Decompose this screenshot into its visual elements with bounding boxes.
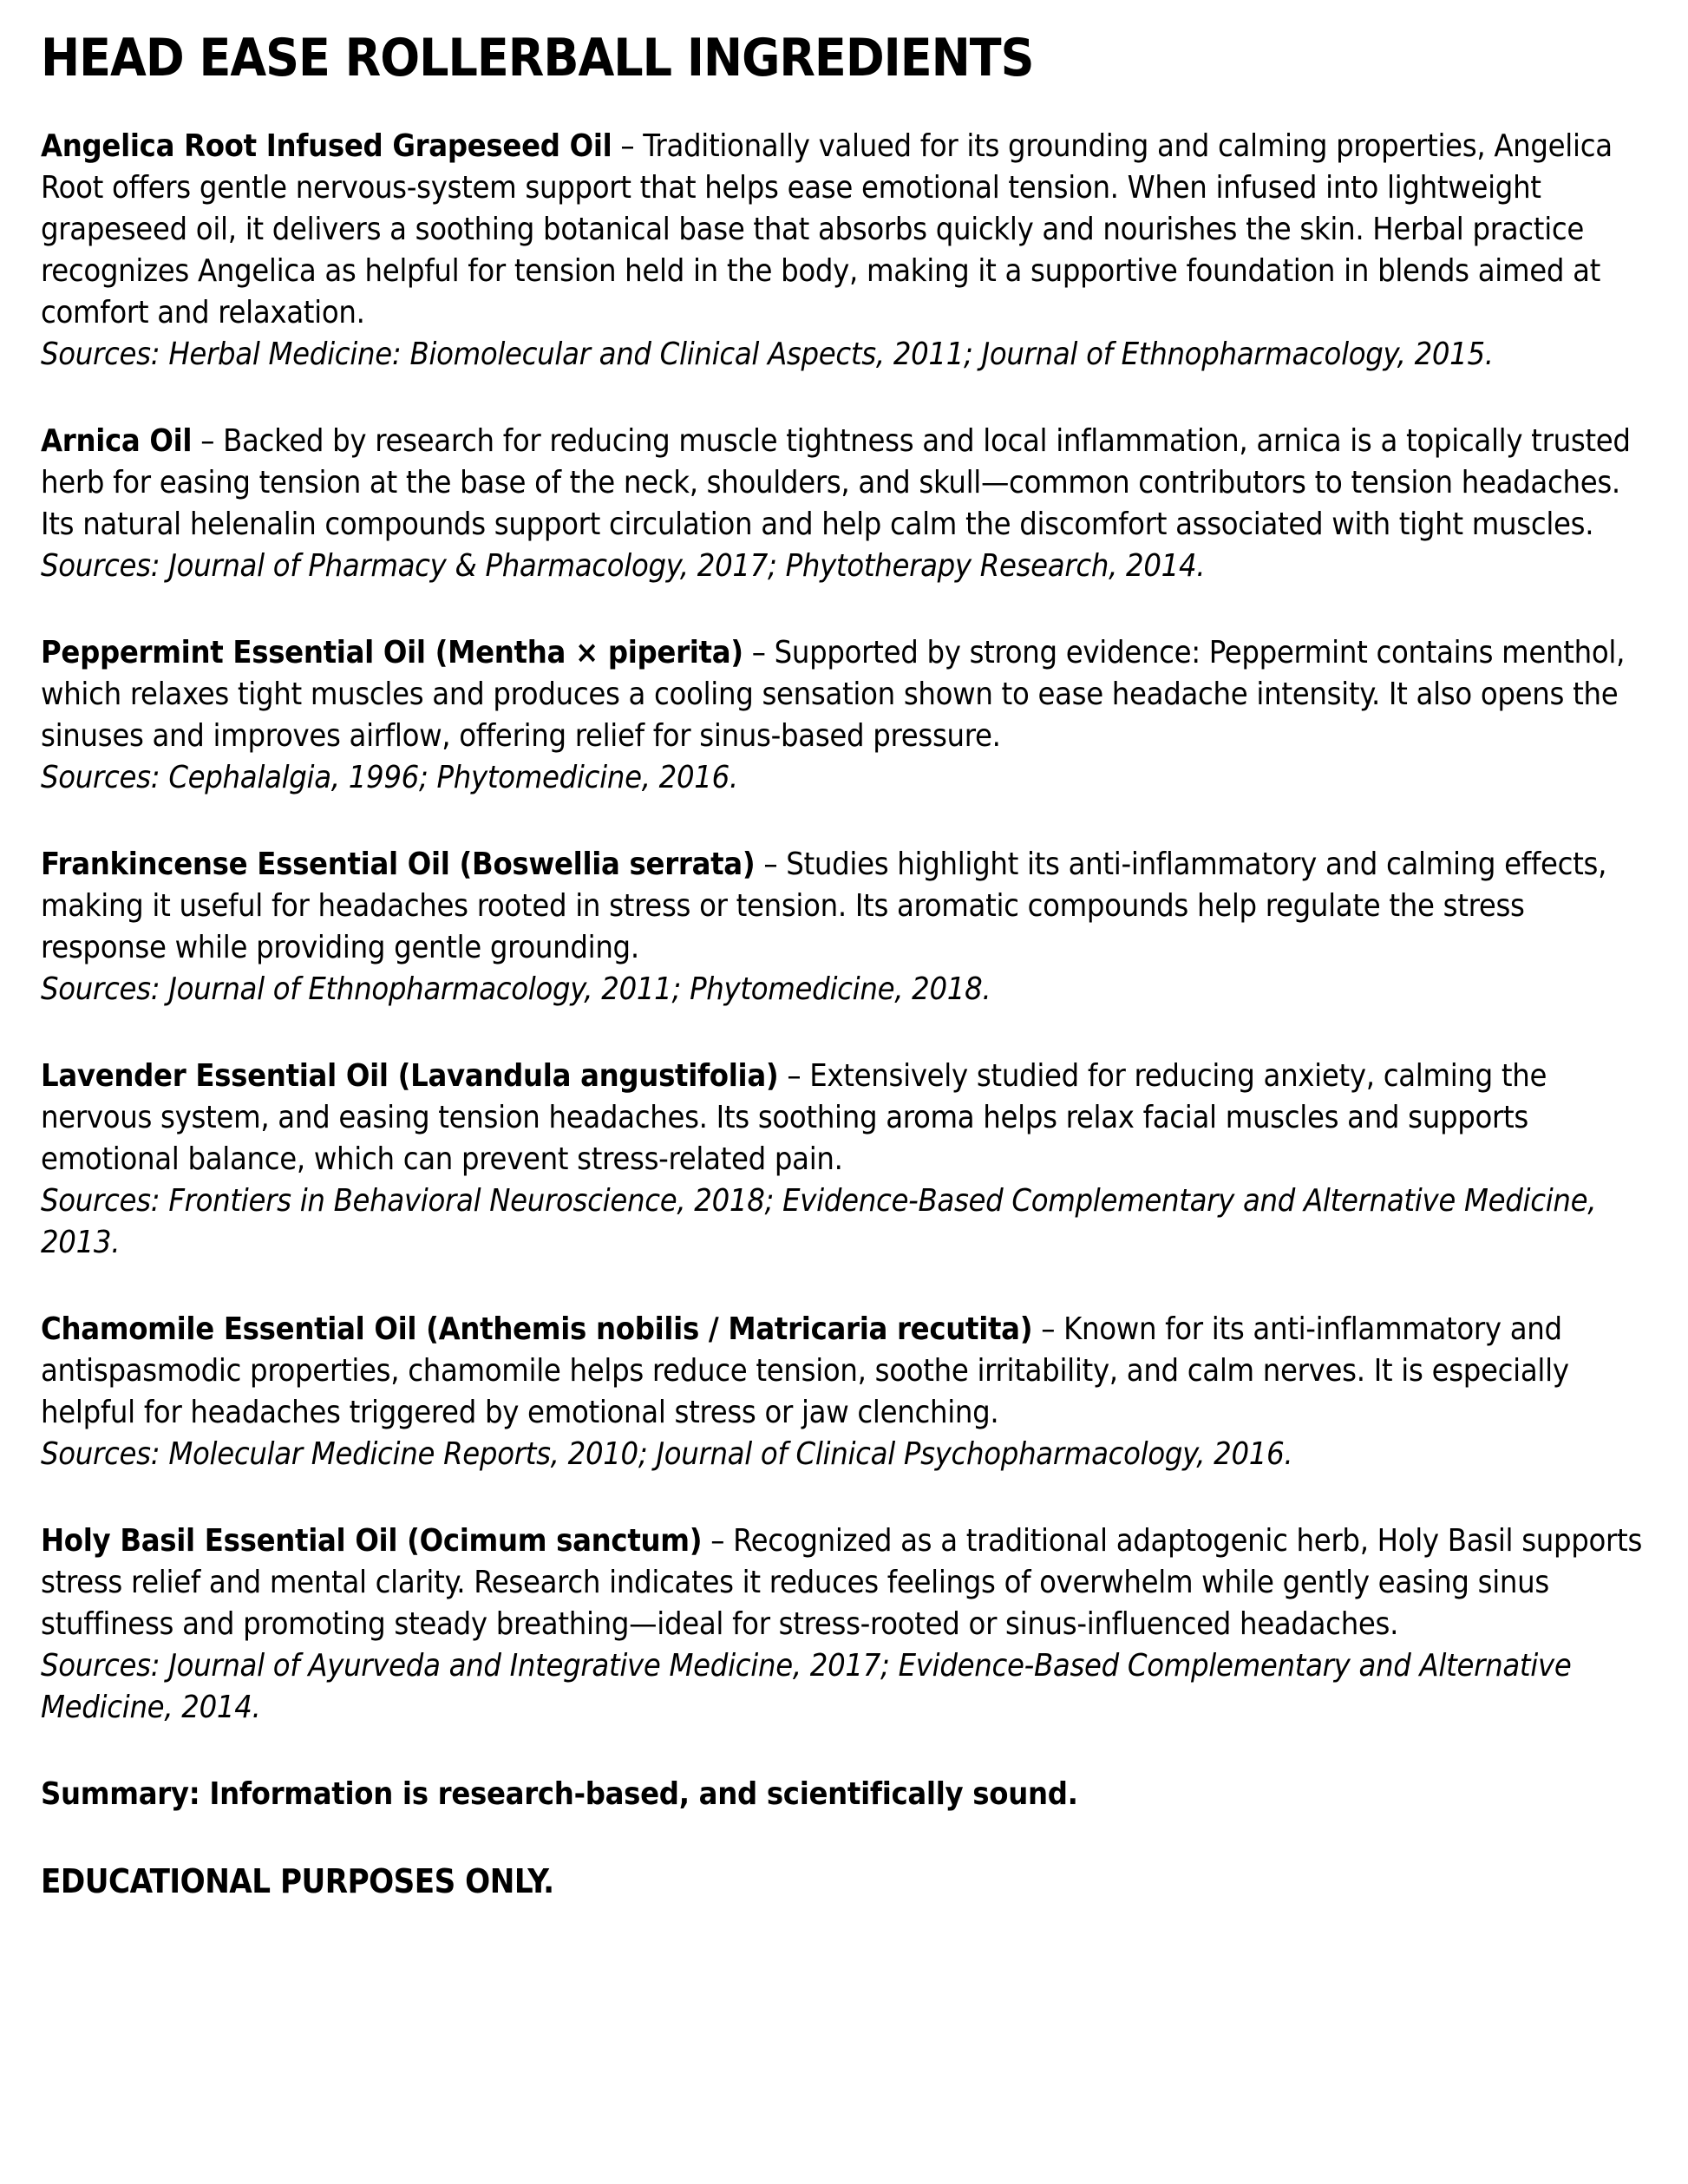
ingredient-sources: Sources: Molecular Medicine Reports, 2010; Journal of Clinical Psychopharmacology, 2016. <box>41 1436 1293 1472</box>
ingredient-section-arnica-oil <box>41 421 1648 587</box>
ingredient-name: Chamomile Essential Oil (Anthemis nobilis / Matricaria recutita) <box>41 1311 1033 1347</box>
ingredient-paragraph <box>41 1309 1648 1434</box>
ingredient-name: Angelica Root Infused Grapeseed Oil <box>41 128 612 164</box>
ingredient-section-holy-basil <box>41 1520 1648 1729</box>
ingredient-name: Holy Basil Essential Oil (Ocimum sanctum) <box>41 1523 703 1559</box>
ingredient-sources: Sources: Journal of Pharmacy & Pharmacology, 2017; Phytotherapy Research, 2014. <box>41 548 1206 584</box>
ingredient-name: Peppermint Essential Oil (Mentha × piperita) <box>41 635 743 670</box>
ingredient-section-lavender <box>41 1056 1648 1264</box>
ingredient-description: – Studies highlight its anti-inflammatory and calming effects, making it useful for headaches rooted in stress or tension. Its aromatic compounds help regulate the stress response while providing gentle grounding. <box>41 847 1607 965</box>
ingredient-section-peppermint <box>41 632 1648 799</box>
ingredient-section-frankincense <box>41 844 1648 1010</box>
summary-line: Summary: Information is research-based, and scientifically sound. <box>41 1776 1078 1812</box>
ingredient-section-angelica-root <box>41 126 1648 376</box>
ingredient-sources: Sources: Herbal Medicine: Biomolecular and Clinical Aspects, 2011; Journal of Ethnopharmacology, 2015. <box>41 337 1494 372</box>
ingredient-paragraph <box>41 844 1648 969</box>
ingredient-name: Arnica Oil <box>41 423 193 459</box>
ingredient-sources: Sources: Frontiers in Behavioral Neuroscience, 2018; Evidence-Based Complementary and Alternative Medicine, 2013. <box>41 1183 1597 1260</box>
ingredient-description: – Supported by strong evidence: Peppermint contains menthol, which relaxes tight muscles and produces a cooling sensation shown to ease headache intensity. It also opens the sinuses and improves airflow, offering relief for sinus-based pressure. <box>41 635 1626 754</box>
ingredient-description: – Known for its anti-inflammatory and antispasmodic properties, chamomile helps reduce tension, soothe irritability, and calm nerves. It is especially helpful for headaches triggered by emotional stress or jaw clenching. <box>41 1311 1569 1430</box>
ingredient-name: Frankincense Essential Oil (Boswellia serrata) <box>41 847 756 882</box>
disclaimer-line: EDUCATIONAL PURPOSES ONLY. <box>41 1862 554 1900</box>
page-title: HEAD EASE ROLLERBALL INGREDIENTS <box>41 28 1034 88</box>
ingredient-section-chamomile <box>41 1309 1648 1475</box>
ingredient-name: Lavender Essential Oil (Lavandula angustifolia) <box>41 1058 779 1094</box>
ingredient-sources: Sources: Journal of Ethnopharmacology, 2011; Phytomedicine, 2018. <box>41 971 991 1007</box>
ingredient-paragraph <box>41 421 1648 546</box>
ingredient-paragraph <box>41 1520 1648 1645</box>
ingredient-paragraph <box>41 632 1648 757</box>
ingredient-description: – Backed by research for reducing muscle tightness and local inflammation, arnica is a topically trusted herb for easing tension at the base of the neck, shoulders, and skull—common contributors to tension headaches. Its natural helenalin compounds support circulation and help calm the discomfort associated with tight muscles. <box>41 423 1631 542</box>
ingredient-paragraph <box>41 1056 1648 1180</box>
ingredient-description: – Extensively studied for reducing anxiety, calming the nervous system, and easing tension headaches. Its soothing aroma helps relax facial muscles and supports emotional balance, which can prevent stress-related pain. <box>41 1058 1547 1177</box>
ingredient-sources: Sources: Cephalalgia, 1996; Phytomedicine, 2016. <box>41 760 738 795</box>
ingredient-sources: Sources: Journal of Ayurveda and Integrative Medicine, 2017; Evidence-Based Complementary and Alternative Medicine, 2014. <box>41 1648 1572 1725</box>
ingredient-paragraph <box>41 126 1648 334</box>
ingredient-description: – Traditionally valued for its grounding and calming properties, Angelica Root offers gentle nervous-system support that helps ease emotional tension. When infused into lightweight grapeseed oil, it delivers a soothing botanical base that absorbs quickly and nourishes the skin. Herbal practice recognizes Angelica as helpful for tension held in the body, making it a supportive foundation in blends aimed at comfort and relaxation. <box>41 128 1613 330</box>
ingredient-description: – Recognized as a traditional adaptogenic herb, Holy Basil supports stress relief and mental clarity. Research indicates it reduces feelings of overwhelm while gently easing sinus stuffiness and promoting steady breathing—ideal for stress-rooted or sinus-influenced headaches. <box>41 1523 1643 1642</box>
